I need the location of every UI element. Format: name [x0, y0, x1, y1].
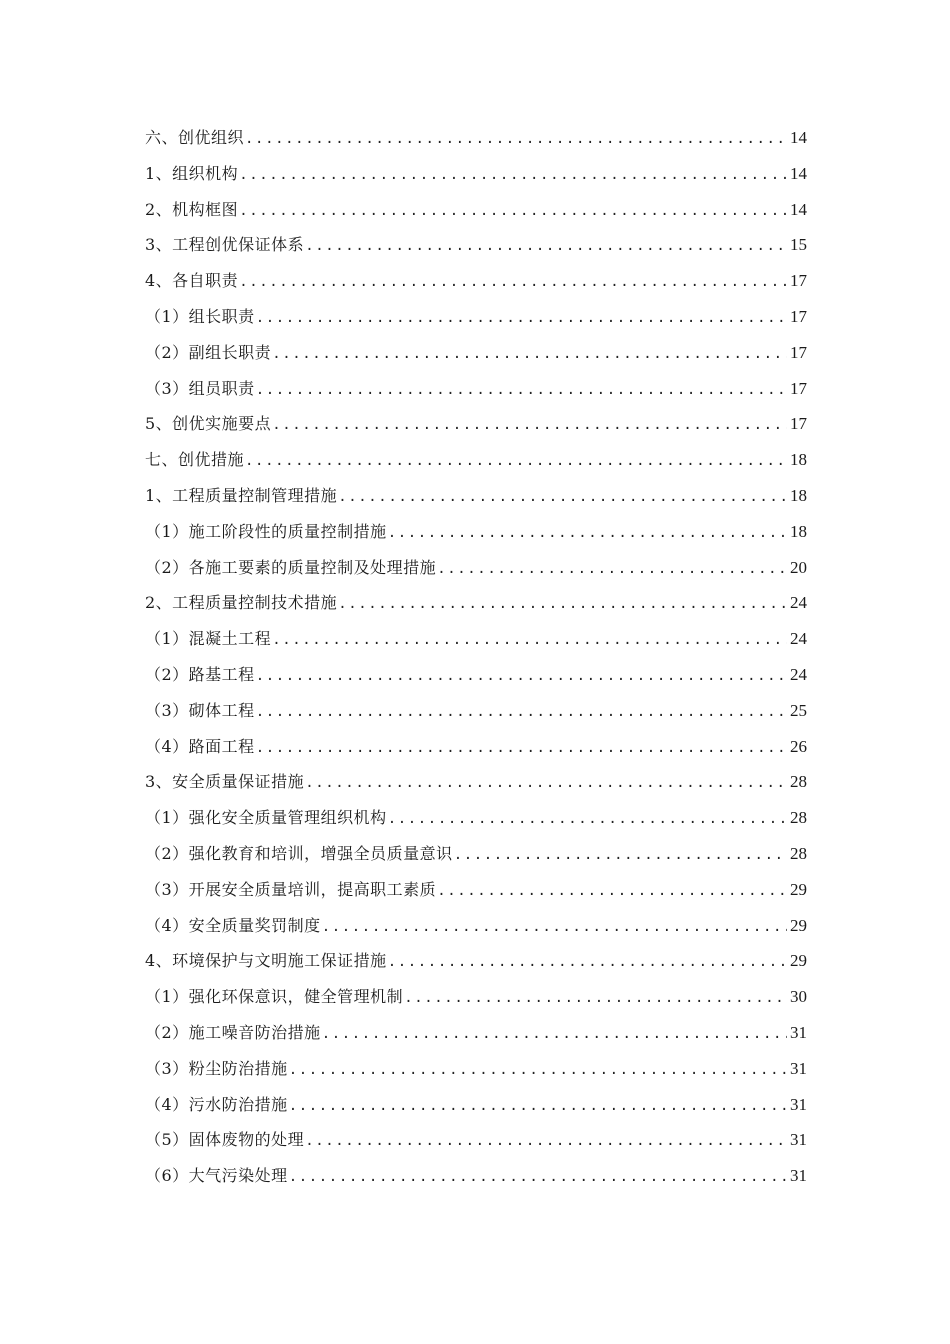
toc-entry-page: 18: [790, 521, 807, 541]
toc-entry-title: 1、工程质量控制管理措施: [145, 485, 338, 505]
toc-entry-title: （5）固体废物的处理: [145, 1130, 305, 1150]
toc-leader-dots: [454, 838, 787, 874]
toc-entry[interactable]: [145, 836, 807, 872]
toc-leader-dots: [272, 408, 787, 444]
toc-entry-page: 14: [790, 199, 807, 219]
toc-entry-page: 28: [790, 843, 807, 863]
toc-leader-dots: [305, 229, 787, 265]
toc-entry[interactable]: [145, 1015, 807, 1051]
toc-entry-page: 30: [790, 987, 807, 1007]
toc-entry-title: （4）安全质量奖罚制度: [145, 915, 321, 935]
toc-entry-page: 31: [790, 1022, 807, 1042]
toc-entry-page: 26: [790, 736, 807, 756]
toc-entry-page: 29: [790, 915, 807, 935]
toc-leader-dots: [338, 587, 787, 623]
toc-entry[interactable]: [145, 192, 807, 228]
toc-entry-page: 28: [790, 772, 807, 792]
toc-entry-page: 14: [790, 163, 807, 183]
toc-entry-title: 2、机构框图: [145, 199, 239, 219]
toc-leader-dots: [256, 373, 787, 409]
toc-leader-dots: [272, 337, 787, 373]
toc-entry-page: 31: [790, 1130, 807, 1150]
toc-entry-title: 5、创优实施要点: [145, 414, 272, 434]
toc-entry-title: （1）混凝土工程: [145, 629, 272, 649]
toc-entry-title: （3）组员职责: [145, 378, 255, 398]
toc-entry-title: （4）污水防治措施: [145, 1094, 288, 1114]
toc-leader-dots: [388, 516, 787, 552]
toc-leader-dots: [256, 731, 787, 767]
toc-leader-dots: [338, 480, 787, 516]
toc-entry-title: 七、创优措施: [145, 450, 245, 470]
toc-entry-title: （3）开展安全质量培训，提高职工素质: [145, 879, 437, 899]
toc-leader-dots: [404, 981, 787, 1017]
toc-entry-page: 25: [790, 700, 807, 720]
toc-entry-page: 17: [790, 306, 807, 326]
toc-entry[interactable]: [145, 1051, 807, 1087]
toc-entry-title: （1）组长职责: [145, 306, 255, 326]
toc-leader-dots: [256, 301, 787, 337]
toc-entry-title: 2、工程质量控制技术措施: [145, 593, 338, 613]
toc-entry-title: （1）强化环保意识，健全管理机制: [145, 987, 404, 1007]
toc-entry-title: （1）施工阶段性的质量控制措施: [145, 521, 387, 541]
toc-entry[interactable]: [145, 514, 807, 550]
toc-entry-title: （3）粉尘防治措施: [145, 1058, 288, 1078]
toc-entry[interactable]: [145, 943, 807, 979]
toc-entry-title: （2）路基工程: [145, 664, 255, 684]
toc-entry[interactable]: [145, 478, 807, 514]
toc-leader-dots: [289, 1053, 787, 1089]
toc-leader-dots: [239, 194, 787, 230]
toc-entry-title: （2）各施工要素的质量控制及处理措施: [145, 557, 437, 577]
toc-entry[interactable]: [145, 585, 807, 621]
toc-entry-title: （4）路面工程: [145, 736, 255, 756]
toc-entry-page: 24: [790, 593, 807, 613]
toc-entry-page: 17: [790, 271, 807, 291]
toc-entry-page: 18: [790, 450, 807, 470]
toc-entry[interactable]: [145, 1122, 807, 1158]
table-of-contents: [145, 120, 807, 1194]
toc-entry[interactable]: [145, 442, 807, 478]
toc-entry-title: （1）强化安全质量管理组织机构: [145, 808, 387, 828]
toc-entry[interactable]: [145, 764, 807, 800]
toc-leader-dots: [272, 623, 787, 659]
toc-leader-dots: [256, 659, 787, 695]
toc-entry[interactable]: [145, 1087, 807, 1123]
toc-entry-title: 六、创优组织: [145, 128, 245, 147]
toc-entry-title: （2）强化教育和培训，增强全员质量意识: [145, 843, 453, 863]
toc-entry-title: （2）施工噪音防治措施: [145, 1022, 321, 1042]
toc-leader-dots: [245, 122, 787, 158]
toc-entry[interactable]: [145, 263, 807, 299]
toc-entry[interactable]: [145, 693, 807, 729]
toc-entry-page: 24: [790, 629, 807, 649]
toc-entry[interactable]: [145, 657, 807, 693]
toc-leader-dots: [305, 766, 787, 802]
toc-entry-title: （6）大气污染处理: [145, 1166, 288, 1186]
toc-leader-dots: [388, 945, 787, 981]
toc-entry-title: （2）副组长职责: [145, 342, 272, 362]
toc-entry-page: 17: [790, 378, 807, 398]
toc-entry-title: （3）砌体工程: [145, 700, 255, 720]
toc-entry[interactable]: [145, 406, 807, 442]
toc-entry-page: 18: [790, 485, 807, 505]
toc-entry-page: 28: [790, 808, 807, 828]
toc-entry-title: 4、环境保护与文明施工保证措施: [145, 951, 387, 971]
toc-entry[interactable]: [145, 621, 807, 657]
toc-entry-page: 17: [790, 342, 807, 362]
toc-leader-dots: [289, 1089, 787, 1125]
toc-leader-dots: [245, 444, 787, 480]
toc-entry[interactable]: [145, 156, 807, 192]
toc-entry[interactable]: [145, 299, 807, 335]
toc-leader-dots: [305, 1124, 787, 1160]
toc-entry-title: 3、安全质量保证措施: [145, 772, 305, 792]
toc-entry[interactable]: [145, 979, 807, 1015]
toc-leader-dots: [239, 265, 787, 301]
toc-entry-page: 29: [790, 879, 807, 899]
toc-entry-title: 4、各自职责: [145, 271, 239, 291]
toc-leader-dots: [322, 910, 787, 946]
toc-entry[interactable]: [145, 1158, 807, 1194]
toc-entry-page: 17: [790, 414, 807, 434]
toc-entry[interactable]: [145, 550, 807, 586]
toc-leader-dots: [289, 1160, 787, 1196]
toc-entry[interactable]: [145, 335, 807, 371]
toc-leader-dots: [437, 874, 787, 910]
toc-entry-page: 31: [790, 1094, 807, 1114]
toc-leader-dots: [322, 1017, 787, 1053]
toc-entry[interactable]: [145, 908, 807, 944]
toc-entry[interactable]: [145, 800, 807, 836]
toc-entry-title: 1、组织机构: [145, 163, 239, 183]
toc-entry-page: 24: [790, 664, 807, 684]
toc-entry-page: 31: [790, 1058, 807, 1078]
toc-entry[interactable]: [145, 729, 807, 765]
toc-entry-page: 29: [790, 951, 807, 971]
toc-entry-page: 15: [790, 235, 807, 255]
toc-entry-page: 31: [790, 1166, 807, 1186]
toc-leader-dots: [388, 802, 787, 838]
toc-leader-dots: [239, 158, 787, 194]
toc-entry[interactable]: [145, 371, 807, 407]
toc-leader-dots: [256, 695, 787, 731]
toc-entry[interactable]: [145, 872, 807, 908]
toc-entry-page: 14: [790, 128, 807, 147]
toc-entry[interactable]: [145, 120, 807, 156]
toc-entry[interactable]: [145, 227, 807, 263]
toc-entry-title: 3、工程创优保证体系: [145, 235, 305, 255]
toc-entry-page: 20: [790, 557, 807, 577]
toc-leader-dots: [437, 552, 787, 588]
